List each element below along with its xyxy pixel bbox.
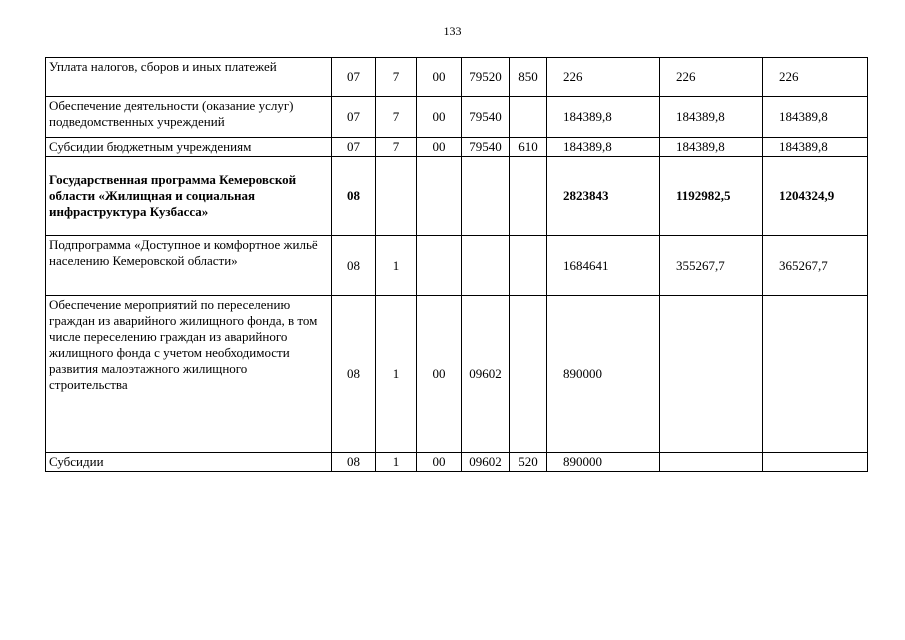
amount-year-2: 1192982,5 (660, 157, 763, 236)
amount-year-1: 890000 (547, 453, 660, 472)
amount-year-2: 184389,8 (660, 138, 763, 157)
amount-year-3: 226 (763, 58, 868, 97)
table-row (46, 97, 868, 138)
row-name: Обеспечение деятельности (оказание услуг) подведомственных учреждений (46, 97, 332, 138)
table-row (46, 236, 868, 296)
target-article-code: 79540 (462, 97, 510, 138)
amount-year-2: 226 (660, 58, 763, 97)
target-article-code: 09602 (462, 296, 510, 453)
amount-year-1: 184389,8 (547, 138, 660, 157)
amount-year-1: 226 (547, 58, 660, 97)
table-row (46, 296, 868, 453)
target-article-code: 79540 (462, 138, 510, 157)
program-code: 00 (417, 138, 462, 157)
target-article-code (462, 236, 510, 296)
row-name: Обеспечение мероприятий по переселению граждан из аварийного жилищного фонда, в том числе переселению граждан из аварийного жилищного фонда с учетом необходимости развития малоэтажного жилищного строительства (46, 296, 332, 453)
target-article-code: 79520 (462, 58, 510, 97)
expense-type-code (510, 97, 547, 138)
amount-year-3: 184389,8 (763, 138, 868, 157)
expense-type-code: 850 (510, 58, 547, 97)
subsection-code: 1 (376, 453, 417, 472)
program-code: 00 (417, 58, 462, 97)
budget-table-body (46, 58, 868, 472)
subsection-code: 7 (376, 138, 417, 157)
section-code: 08 (332, 453, 376, 472)
section-code: 07 (332, 97, 376, 138)
subsection-code: 7 (376, 97, 417, 138)
row-name: Субсидии бюджетным учреждениям (46, 138, 332, 157)
subsection-code (376, 157, 417, 236)
section-code: 08 (332, 296, 376, 453)
amount-year-2 (660, 453, 763, 472)
row-name: Подпрограмма «Доступное и комфортное жильё населению Кемеровской области» (46, 236, 332, 296)
amount-year-1: 1684641 (547, 236, 660, 296)
target-article-code (462, 157, 510, 236)
page-number: 133 (443, 24, 462, 38)
program-code (417, 236, 462, 296)
amount-year-2: 355267,7 (660, 236, 763, 296)
amount-year-1: 2823843 (547, 157, 660, 236)
section-code: 07 (332, 58, 376, 97)
expense-type-code: 520 (510, 453, 547, 472)
subsection-code: 1 (376, 296, 417, 453)
budget-table (45, 57, 868, 472)
program-code: 00 (417, 97, 462, 138)
amount-year-3: 184389,8 (763, 97, 868, 138)
table-row (46, 157, 868, 236)
amount-year-2: 184389,8 (660, 97, 763, 138)
section-code: 07 (332, 138, 376, 157)
row-name: Уплата налогов, сборов и иных платежей (46, 58, 332, 97)
amount-year-1: 890000 (547, 296, 660, 453)
table-row (46, 138, 868, 157)
row-name: Государственная программа Кемеровской области «Жилищная и социальная инфраструктура Кузбасса» (46, 157, 332, 236)
amount-year-1: 184389,8 (547, 97, 660, 138)
table-row (46, 453, 868, 472)
program-code: 00 (417, 453, 462, 472)
subsection-code: 1 (376, 236, 417, 296)
subsection-code: 7 (376, 58, 417, 97)
amount-year-3: 1204324,9 (763, 157, 868, 236)
table-row (46, 58, 868, 97)
expense-type-code (510, 157, 547, 236)
amount-year-3: 365267,7 (763, 236, 868, 296)
target-article-code: 09602 (462, 453, 510, 472)
section-code: 08 (332, 236, 376, 296)
program-code (417, 157, 462, 236)
amount-year-3 (763, 453, 868, 472)
amount-year-2 (660, 296, 763, 453)
expense-type-code (510, 236, 547, 296)
section-code: 08 (332, 157, 376, 236)
amount-year-3 (763, 296, 868, 453)
expense-type-code: 610 (510, 138, 547, 157)
row-name: Субсидии (46, 453, 332, 472)
program-code: 00 (417, 296, 462, 453)
expense-type-code (510, 296, 547, 453)
